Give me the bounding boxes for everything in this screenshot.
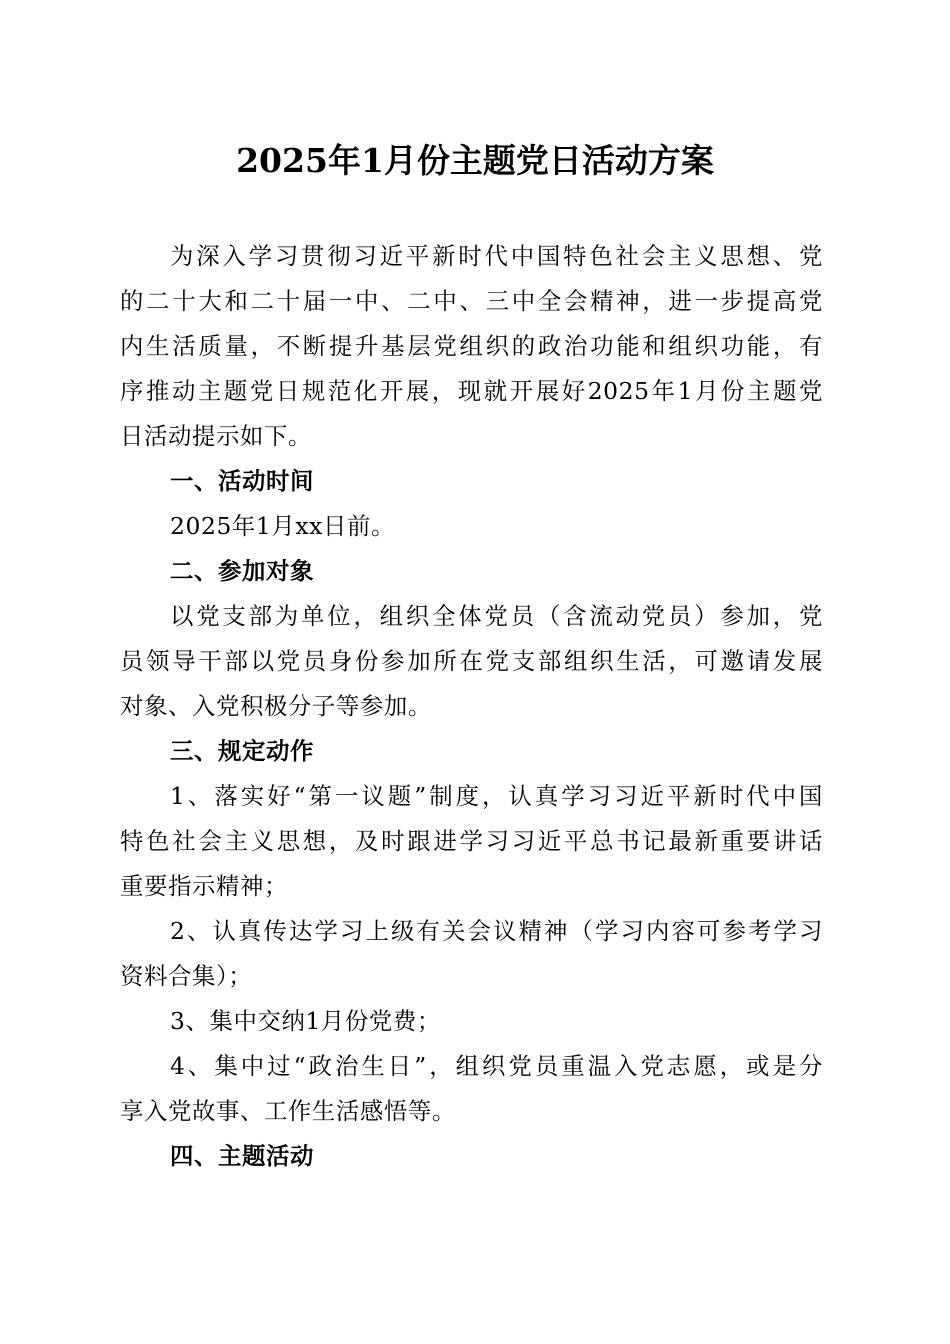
item-line: 重要指示精神； xyxy=(120,872,288,900)
intro-paragraph xyxy=(120,234,823,459)
item-line: 资料合集）； xyxy=(120,962,253,990)
section-heading-theme-activity: 四、主题活动 xyxy=(170,1142,314,1170)
intro-line: 日活动提示如下。 xyxy=(120,422,312,450)
item-line: 特色社会主义思想，及时跟进学习习近平总书记最新重要讲话 xyxy=(120,827,823,855)
intro-line: 的二十大和二十届一中、二中、三中全会精神，进一步提高党 xyxy=(120,287,823,315)
intro-line: 内生活质量，不断提升基层党组织的政治功能和组织功能，有 xyxy=(120,332,823,360)
intro-line: 为深入学习贯彻习近平新时代中国特色社会主义思想、党 xyxy=(170,242,823,270)
participants-paragraph xyxy=(120,594,823,729)
intro-line: 序推动主题党日规范化开展，现就开展好2025年1月份主题党 xyxy=(120,377,823,405)
required-action-item-4 xyxy=(120,1044,823,1134)
section-heading-required-actions: 三、规定动作 xyxy=(170,737,314,765)
item-line: 3、集中交纳1月份党费； xyxy=(170,1007,441,1035)
document-title: 2025年1月份主题党日活动方案 xyxy=(236,141,714,180)
required-action-item-1 xyxy=(120,774,823,909)
item-line: 2、认真传达学习上级有关会议精神（学习内容可参考学习 xyxy=(170,917,823,945)
item-line: 1、落实好“第一议题”制度，认真学习习近平新时代中国 xyxy=(170,782,823,810)
participants-line: 员领导干部以党员身份参加所在党支部组织生活，可邀请发展 xyxy=(120,647,823,675)
document-body xyxy=(120,234,823,1179)
item-line: 4、集中过“政治生日”，组织党员重温入党志愿，或是分 xyxy=(170,1052,823,1080)
required-action-item-2 xyxy=(120,909,823,999)
participants-line: 以党支部为单位，组织全体党员（含流动党员）参加，党 xyxy=(170,602,823,630)
item-line: 享入党故事、工作生活感悟等。 xyxy=(120,1097,456,1125)
section-heading-activity-time: 一、活动时间 xyxy=(170,467,314,495)
activity-time-text: 2025年1月xx日前。 xyxy=(170,512,395,540)
required-action-item-3 xyxy=(120,999,823,1044)
section-heading-participants: 二、参加对象 xyxy=(170,557,314,585)
participants-line: 对象、入党积极分子等参加。 xyxy=(120,692,432,720)
